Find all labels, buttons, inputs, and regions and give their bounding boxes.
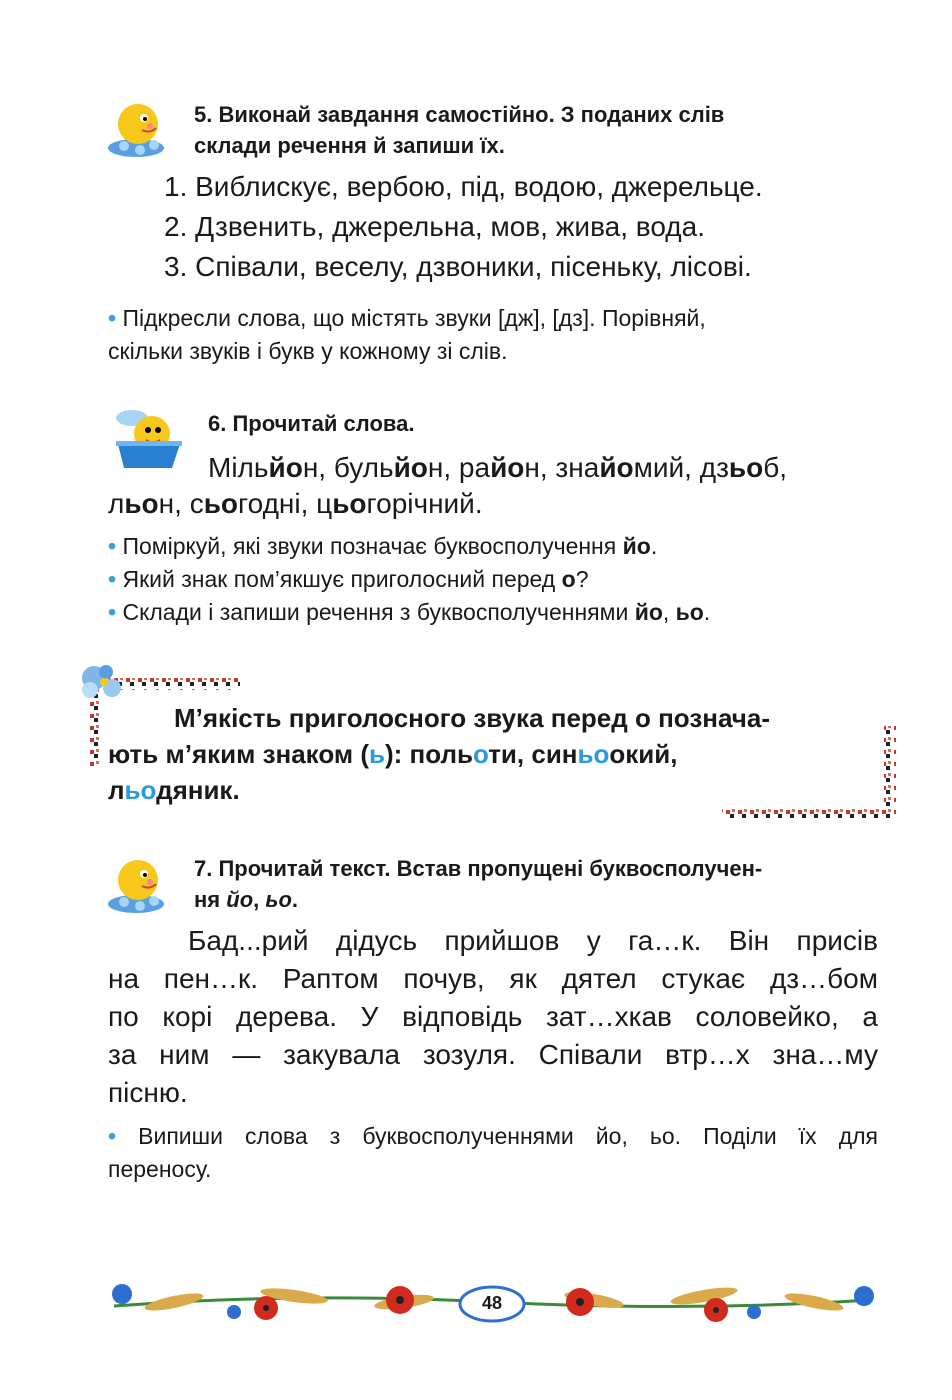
rule-line3: льодяник.	[108, 775, 240, 805]
page-number: 48	[481, 1293, 503, 1313]
kolobok-icon	[106, 856, 166, 916]
task5-item: 2. Дзвенить, джерельна, мов, жива, вода.	[164, 211, 705, 242]
kolobok-bathtub-icon	[106, 404, 182, 470]
task5-item: 1. Виблискує, вербою, під, водою, джерельце.	[164, 171, 763, 202]
task5-heading-line2: склади речення й запиши їх.	[194, 133, 505, 158]
task7-text-line: Бад...рий дідусь прийшов у га…к. Він присів	[188, 925, 878, 956]
task6-words-line1: Мільйон, бульйон, район, знайомий, дзьоб,	[208, 452, 788, 483]
task5-note: Підкресли слова, що містять звуки [дж], [дз]. Порівняй,	[122, 305, 706, 331]
task7-text-line: за ним — закувала зозуля. Співали втр…х зна…му	[108, 1039, 878, 1070]
rule-line2: ють м’яким знаком (ь): польоти, синьоокий,	[108, 739, 678, 769]
task7-text-line: на пен…к. Раптом почув, як дятел стукає дз…бом	[108, 963, 878, 994]
task5-item: 3. Співали, веселу, дзвоники, пісеньку, лісові.	[164, 251, 752, 282]
task7-heading-line2: ня йо, ьо.	[194, 887, 299, 912]
task6-question-2: • Який знак пом’якшує приголосний перед о?	[108, 566, 589, 592]
task7-text-line: пісню.	[108, 1077, 188, 1108]
rule-line1: М’якість приголосного звука перед о познача-	[174, 703, 770, 733]
kolobok-icon	[106, 100, 166, 160]
task5-note-line2: скільки звуків і букв у кожному зі слів.	[108, 338, 508, 364]
bullet: •	[108, 305, 117, 331]
task7-text-line: по корі дерева. У відповідь зат…хкав соловейко, а	[108, 1001, 878, 1032]
bullet: •	[108, 1123, 117, 1149]
task7-note-line2: переносу.	[108, 1156, 212, 1182]
rule-box	[108, 700, 878, 808]
task6-question-3: • Склади і запиши речення з буквосполученнями йо, ьо.	[108, 599, 711, 625]
task6-heading: 6. Прочитай слова.	[208, 411, 415, 436]
task6-question-1: • Поміркуй, які звуки позначає буквосполучення йо.	[108, 533, 658, 559]
task6-words-line2: льон, сьогодні, цьогорічний.	[108, 488, 483, 519]
task7-heading-line1: 7. Прочитай текст. Встав пропущені буквосполучен-	[194, 856, 763, 881]
task5-heading-line1: 5. Виконай завдання самостійно. З поданих слів	[194, 102, 725, 127]
task7-note: Випиши слова з буквосполученнями йо, ьо. Поділи їх для	[138, 1123, 878, 1149]
